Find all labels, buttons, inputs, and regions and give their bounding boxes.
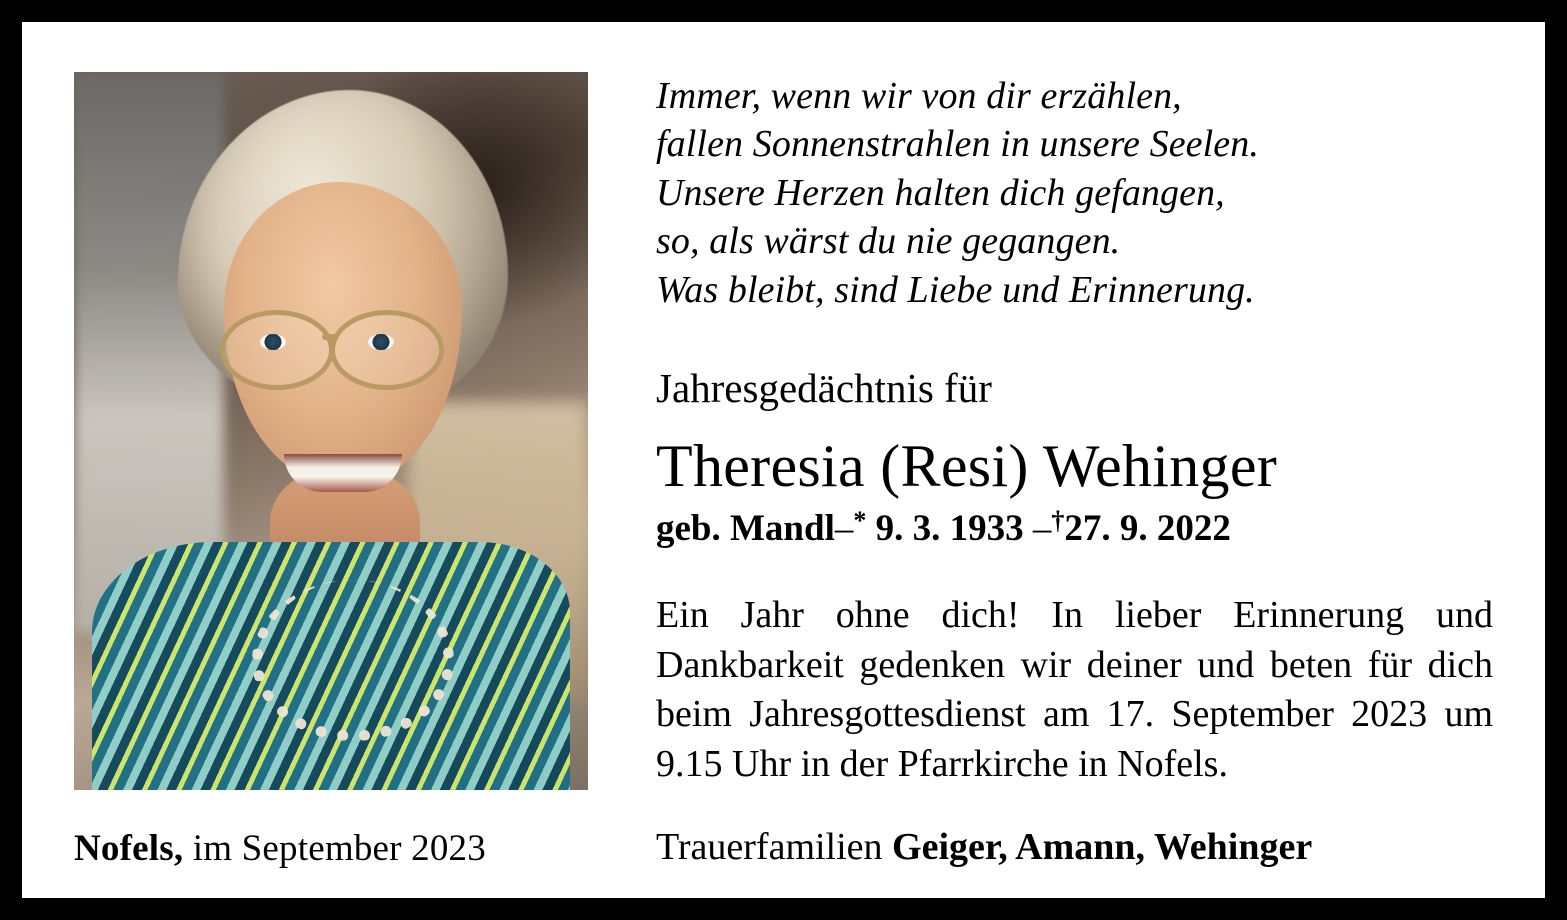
place-and-date [74,829,594,870]
dash-before-death: – [1032,508,1052,550]
death-date: 27. 9. 2022 [1064,508,1231,550]
memorial-verse [656,72,1493,314]
verse-line-2: fallen Sonnenstrahlen in unsere Seelen. [656,123,1259,166]
photo-eyeglass-left [220,310,334,390]
photo-eye-right [368,334,394,350]
place-date: im September 2023 [183,828,486,870]
photo-eye-left [260,334,286,350]
mourning-families [656,826,1493,870]
verse-line-4: so, als wärst du nie gegangen. [656,220,1121,263]
photo-pearl-necklace [252,580,454,741]
maiden-name: geb. Mandl [656,508,835,550]
photo-eyeglass-right [330,310,444,390]
families-column [594,790,1493,870]
birth-star-icon: * [853,506,867,536]
notice-bottom-row [74,790,1493,870]
photo-eyeglass-bridge [322,334,336,340]
deceased-name: Theresia (Resi) Wehinger [656,433,1278,500]
place-name: Nofels, [74,828,184,870]
verse-line-1: Immer, wenn wir von dir erzählen, [656,75,1182,117]
families-names: Geiger, Amann, Wehinger [892,826,1313,869]
notice-subtitle: Jahresgedächtnis für [656,365,992,412]
verse-line-3: Unsere Herzen halten dich gefangen, [656,171,1225,214]
notice-inner [22,22,1545,898]
text-column [594,72,1493,790]
notice-body-text: Ein Jahr ohne dich! In lieber Erinnerung und Dankbarkeit gedenken wir deiner und beten für dich beim Jahresgottesdienst am 17. September 2023 um 9.15 Uhr in der Pfarrkirche in Nofels. [656,593,1493,786]
families-label: Trauerfamilien [656,826,893,869]
portrait-column [74,72,594,790]
dash-before-birth: – [834,508,854,550]
verse-line-5: Was bleibt, sind Liebe und Erinnerung. [656,268,1255,311]
birth-date: 9. 3. 1933 [875,508,1024,550]
portrait-photo [74,72,588,790]
place-column [74,803,594,870]
notice-main-row [74,72,1493,790]
death-cross-icon: † [1051,506,1065,536]
life-dates [656,506,1493,550]
